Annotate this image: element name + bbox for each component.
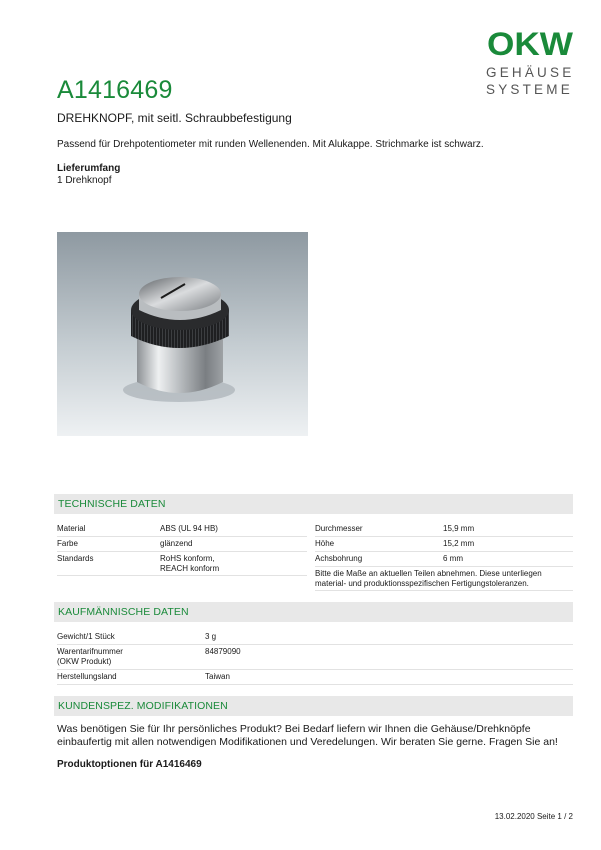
tech-label-height: Höhe: [315, 539, 335, 548]
scope-item: 1 Drehknopf: [57, 175, 112, 186]
tech-value-bore: 6 mm: [443, 554, 463, 563]
commercial-label-tariff: Warentarifnummer: [57, 647, 123, 656]
tech-value-standards-1: RoHS konform,: [160, 554, 215, 563]
row-divider: [315, 566, 573, 567]
tech-label-material: Material: [57, 524, 86, 533]
row-divider: [315, 551, 573, 552]
row-divider: [57, 684, 573, 685]
product-number: A1416469: [57, 76, 173, 104]
technical-data-title: TECHNISCHE DATEN: [58, 498, 166, 510]
commercial-label-tariff-sub: (OKW Produkt): [57, 657, 112, 666]
logo-line-1: GEHÄUSE: [486, 65, 575, 80]
okw-logo: [486, 30, 574, 98]
okw-logo-mark: [486, 30, 574, 58]
logo-brand-text: OKW: [487, 30, 574, 58]
tech-note-line-2: material- und produktionsspezifischen Fertigungstoleranzen.: [315, 579, 529, 588]
row-divider: [57, 575, 307, 576]
product-title: DREHKNOPF, mit seitl. Schraubbefestigung: [57, 111, 292, 125]
commercial-value-weight: 3 g: [205, 632, 217, 641]
tech-label-color: Farbe: [57, 539, 78, 548]
tech-value-material: ABS (UL 94 HB): [160, 524, 218, 533]
commercial-value-tariff: 84879090: [205, 647, 241, 656]
logo-line-2: SYSTEME: [486, 82, 573, 97]
tech-label-bore: Achsbohrung: [315, 554, 363, 563]
commercial-data-header: [54, 602, 573, 622]
tech-label-diameter: Durchmesser: [315, 524, 363, 533]
product-photo: [57, 232, 308, 436]
modifications-header: [54, 696, 573, 716]
tech-label-standards: Standards: [57, 554, 94, 563]
tech-note-line-1: Bitte die Maße an aktuellen Teilen abnehmen. Diese unterliegen: [315, 569, 542, 578]
scope-heading: Lieferumfang: [57, 163, 121, 174]
tech-value-height: 15,2 mm: [443, 539, 475, 548]
product-description: Passend für Drehpotentiometer mit runden Wellenenden. Mit Alukappe. Strichmarke ist schwarz.: [57, 139, 484, 150]
page-footer: 13.02.2020 Seite 1 / 2: [494, 812, 573, 821]
row-divider: [57, 644, 573, 645]
commercial-label-weight: Gewicht/1 Stück: [57, 632, 115, 641]
tech-value-diameter: 15,9 mm: [443, 524, 475, 533]
tech-value-standards-2: REACH konform: [160, 564, 220, 573]
row-divider: [315, 536, 573, 537]
commercial-data-title: KAUFMÄNNISCHE DATEN: [58, 606, 189, 618]
tech-value-color: glänzend: [160, 539, 193, 548]
row-divider: [315, 590, 573, 591]
modifications-text: Was benötigen Sie für Ihr persönliches Produkt? Bei Bedarf liefern wir Ihnen die Gehäuse/Drehknöpfe einbaufertig mit allen notwendigen Modifikationen und Veredelungen. Wir beraten Sie gerne. Fragen Sie an!: [57, 723, 558, 748]
commercial-label-country: Herstellungsland: [57, 672, 117, 681]
modifications-title: KUNDENSPEZ. MODIFIKATIONEN: [58, 700, 228, 712]
product-options-heading: Produktoptionen für A1416469: [57, 759, 202, 770]
row-divider: [57, 551, 307, 552]
row-divider: [57, 669, 573, 670]
commercial-value-country: Taiwan: [205, 672, 230, 681]
technical-data-header: [54, 494, 573, 514]
row-divider: [57, 536, 307, 537]
